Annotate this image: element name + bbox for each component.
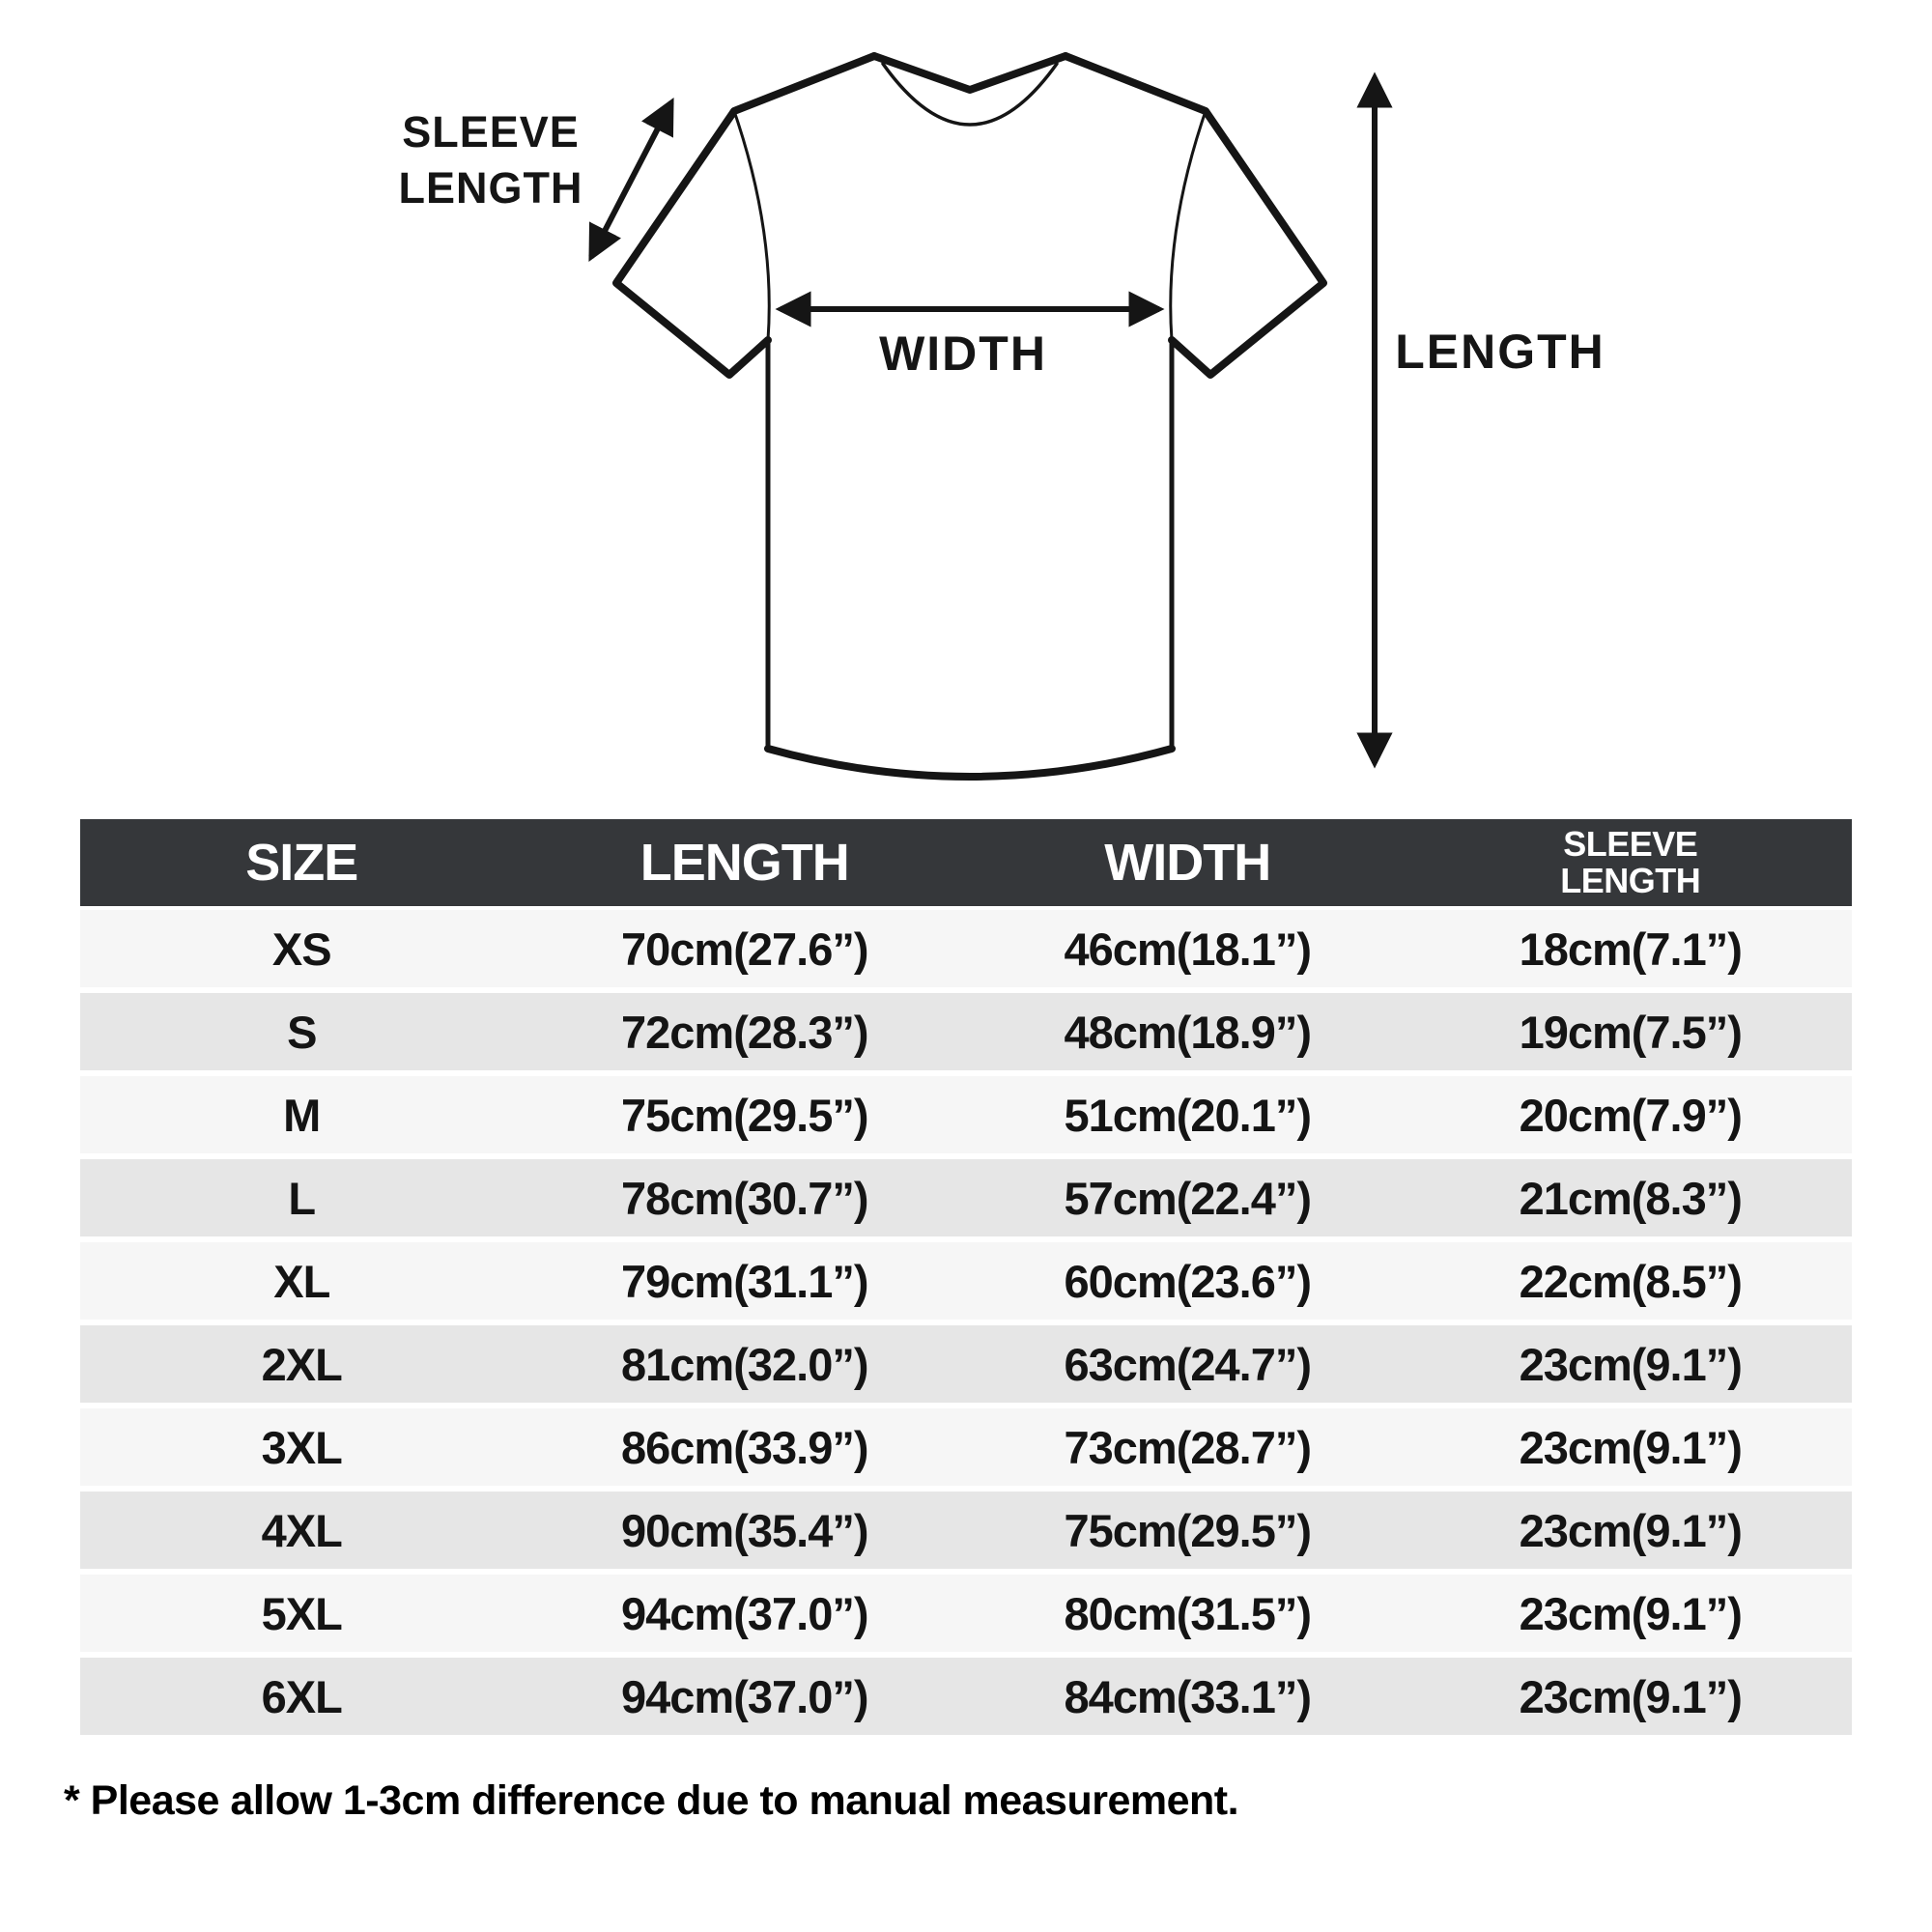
collar-outer-line xyxy=(874,56,1065,90)
measurement-disclaimer-note: * Please allow 1-3cm difference due to manual measurement. xyxy=(64,1777,1239,1824)
size-table-header xyxy=(80,819,1852,910)
table-row xyxy=(80,1159,1852,1242)
cell-sleeve-length: 23cm(9.1”) xyxy=(1409,1492,1853,1575)
left-sleeve-seam xyxy=(734,111,769,340)
cell-width: 57cm(22.4”) xyxy=(966,1159,1409,1242)
cell-sleeve-length: 23cm(9.1”) xyxy=(1409,1575,1853,1658)
cell-width: 51cm(20.1”) xyxy=(966,1076,1409,1159)
cell-width: 60cm(23.6”) xyxy=(966,1242,1409,1325)
table-row xyxy=(80,1408,1852,1492)
table-row xyxy=(80,1575,1852,1658)
header-sleeve-line1: SLEEVE xyxy=(1563,824,1698,865)
header-width: WIDTH xyxy=(966,819,1409,910)
table-row xyxy=(80,1658,1852,1741)
cell-size: XS xyxy=(80,910,524,993)
table-row xyxy=(80,993,1852,1076)
sleeve-length-arrow xyxy=(591,102,671,257)
cell-length: 81cm(32.0”) xyxy=(524,1325,967,1408)
collar-inner-curve xyxy=(883,64,1057,125)
cell-sleeve-length: 18cm(7.1”) xyxy=(1409,910,1853,993)
cell-length: 86cm(33.9”) xyxy=(524,1408,967,1492)
cell-sleeve-length: 22cm(8.5”) xyxy=(1409,1242,1853,1325)
cell-sleeve-length: 23cm(9.1”) xyxy=(1409,1658,1853,1741)
table-row xyxy=(80,910,1852,993)
header-sleeve-length xyxy=(1409,819,1853,910)
cell-size: XL xyxy=(80,1242,524,1325)
cell-sleeve-length: 21cm(8.3”) xyxy=(1409,1159,1853,1242)
cell-size: 6XL xyxy=(80,1658,524,1741)
cell-size: 3XL xyxy=(80,1408,524,1492)
cell-size: 4XL xyxy=(80,1492,524,1575)
sleeve-length-label-line1: SLEEVE xyxy=(402,107,580,156)
cell-length: 94cm(37.0”) xyxy=(524,1575,967,1658)
cell-width: 84cm(33.1”) xyxy=(966,1658,1409,1741)
tshirt-measurement-diagram xyxy=(0,0,1932,819)
cell-length: 75cm(29.5”) xyxy=(524,1076,967,1159)
cell-width: 48cm(18.9”) xyxy=(966,993,1409,1076)
tshirt-outline-drawing xyxy=(616,56,1323,777)
cell-width: 73cm(28.7”) xyxy=(966,1408,1409,1492)
cell-length: 78cm(30.7”) xyxy=(524,1159,967,1242)
cell-width: 75cm(29.5”) xyxy=(966,1492,1409,1575)
cell-length: 79cm(31.1”) xyxy=(524,1242,967,1325)
cell-sleeve-length: 23cm(9.1”) xyxy=(1409,1408,1853,1492)
table-row xyxy=(80,1325,1852,1408)
cell-width: 63cm(24.7”) xyxy=(966,1325,1409,1408)
header-size: SIZE xyxy=(80,819,524,910)
table-row xyxy=(80,1492,1852,1575)
right-sleeve-seam xyxy=(1171,111,1206,340)
cell-size: S xyxy=(80,993,524,1076)
bottom-hem-curve xyxy=(768,749,1172,777)
table-row xyxy=(80,1076,1852,1159)
left-sleeve-outline xyxy=(616,56,874,375)
cell-length: 90cm(35.4”) xyxy=(524,1492,967,1575)
size-table xyxy=(80,819,1852,1741)
cell-length: 70cm(27.6”) xyxy=(524,910,967,993)
cell-length: 72cm(28.3”) xyxy=(524,993,967,1076)
cell-length: 94cm(37.0”) xyxy=(524,1658,967,1741)
cell-sleeve-length: 19cm(7.5”) xyxy=(1409,993,1853,1076)
length-label: LENGTH xyxy=(1395,325,1605,379)
cell-size: 2XL xyxy=(80,1325,524,1408)
cell-sleeve-length: 20cm(7.9”) xyxy=(1409,1076,1853,1159)
header-sleeve-line2: LENGTH xyxy=(1560,861,1701,900)
right-sleeve-outline xyxy=(1065,56,1323,375)
header-row xyxy=(80,819,1852,910)
cell-sleeve-length: 23cm(9.1”) xyxy=(1409,1325,1853,1408)
cell-size: 5XL xyxy=(80,1575,524,1658)
cell-width: 46cm(18.1”) xyxy=(966,910,1409,993)
cell-size: M xyxy=(80,1076,524,1159)
header-length: LENGTH xyxy=(524,819,967,910)
sleeve-length-label-line2: LENGTH xyxy=(398,163,583,213)
width-label: WIDTH xyxy=(879,327,1047,381)
cell-width: 80cm(31.5”) xyxy=(966,1575,1409,1658)
table-row xyxy=(80,1242,1852,1325)
cell-size: L xyxy=(80,1159,524,1242)
